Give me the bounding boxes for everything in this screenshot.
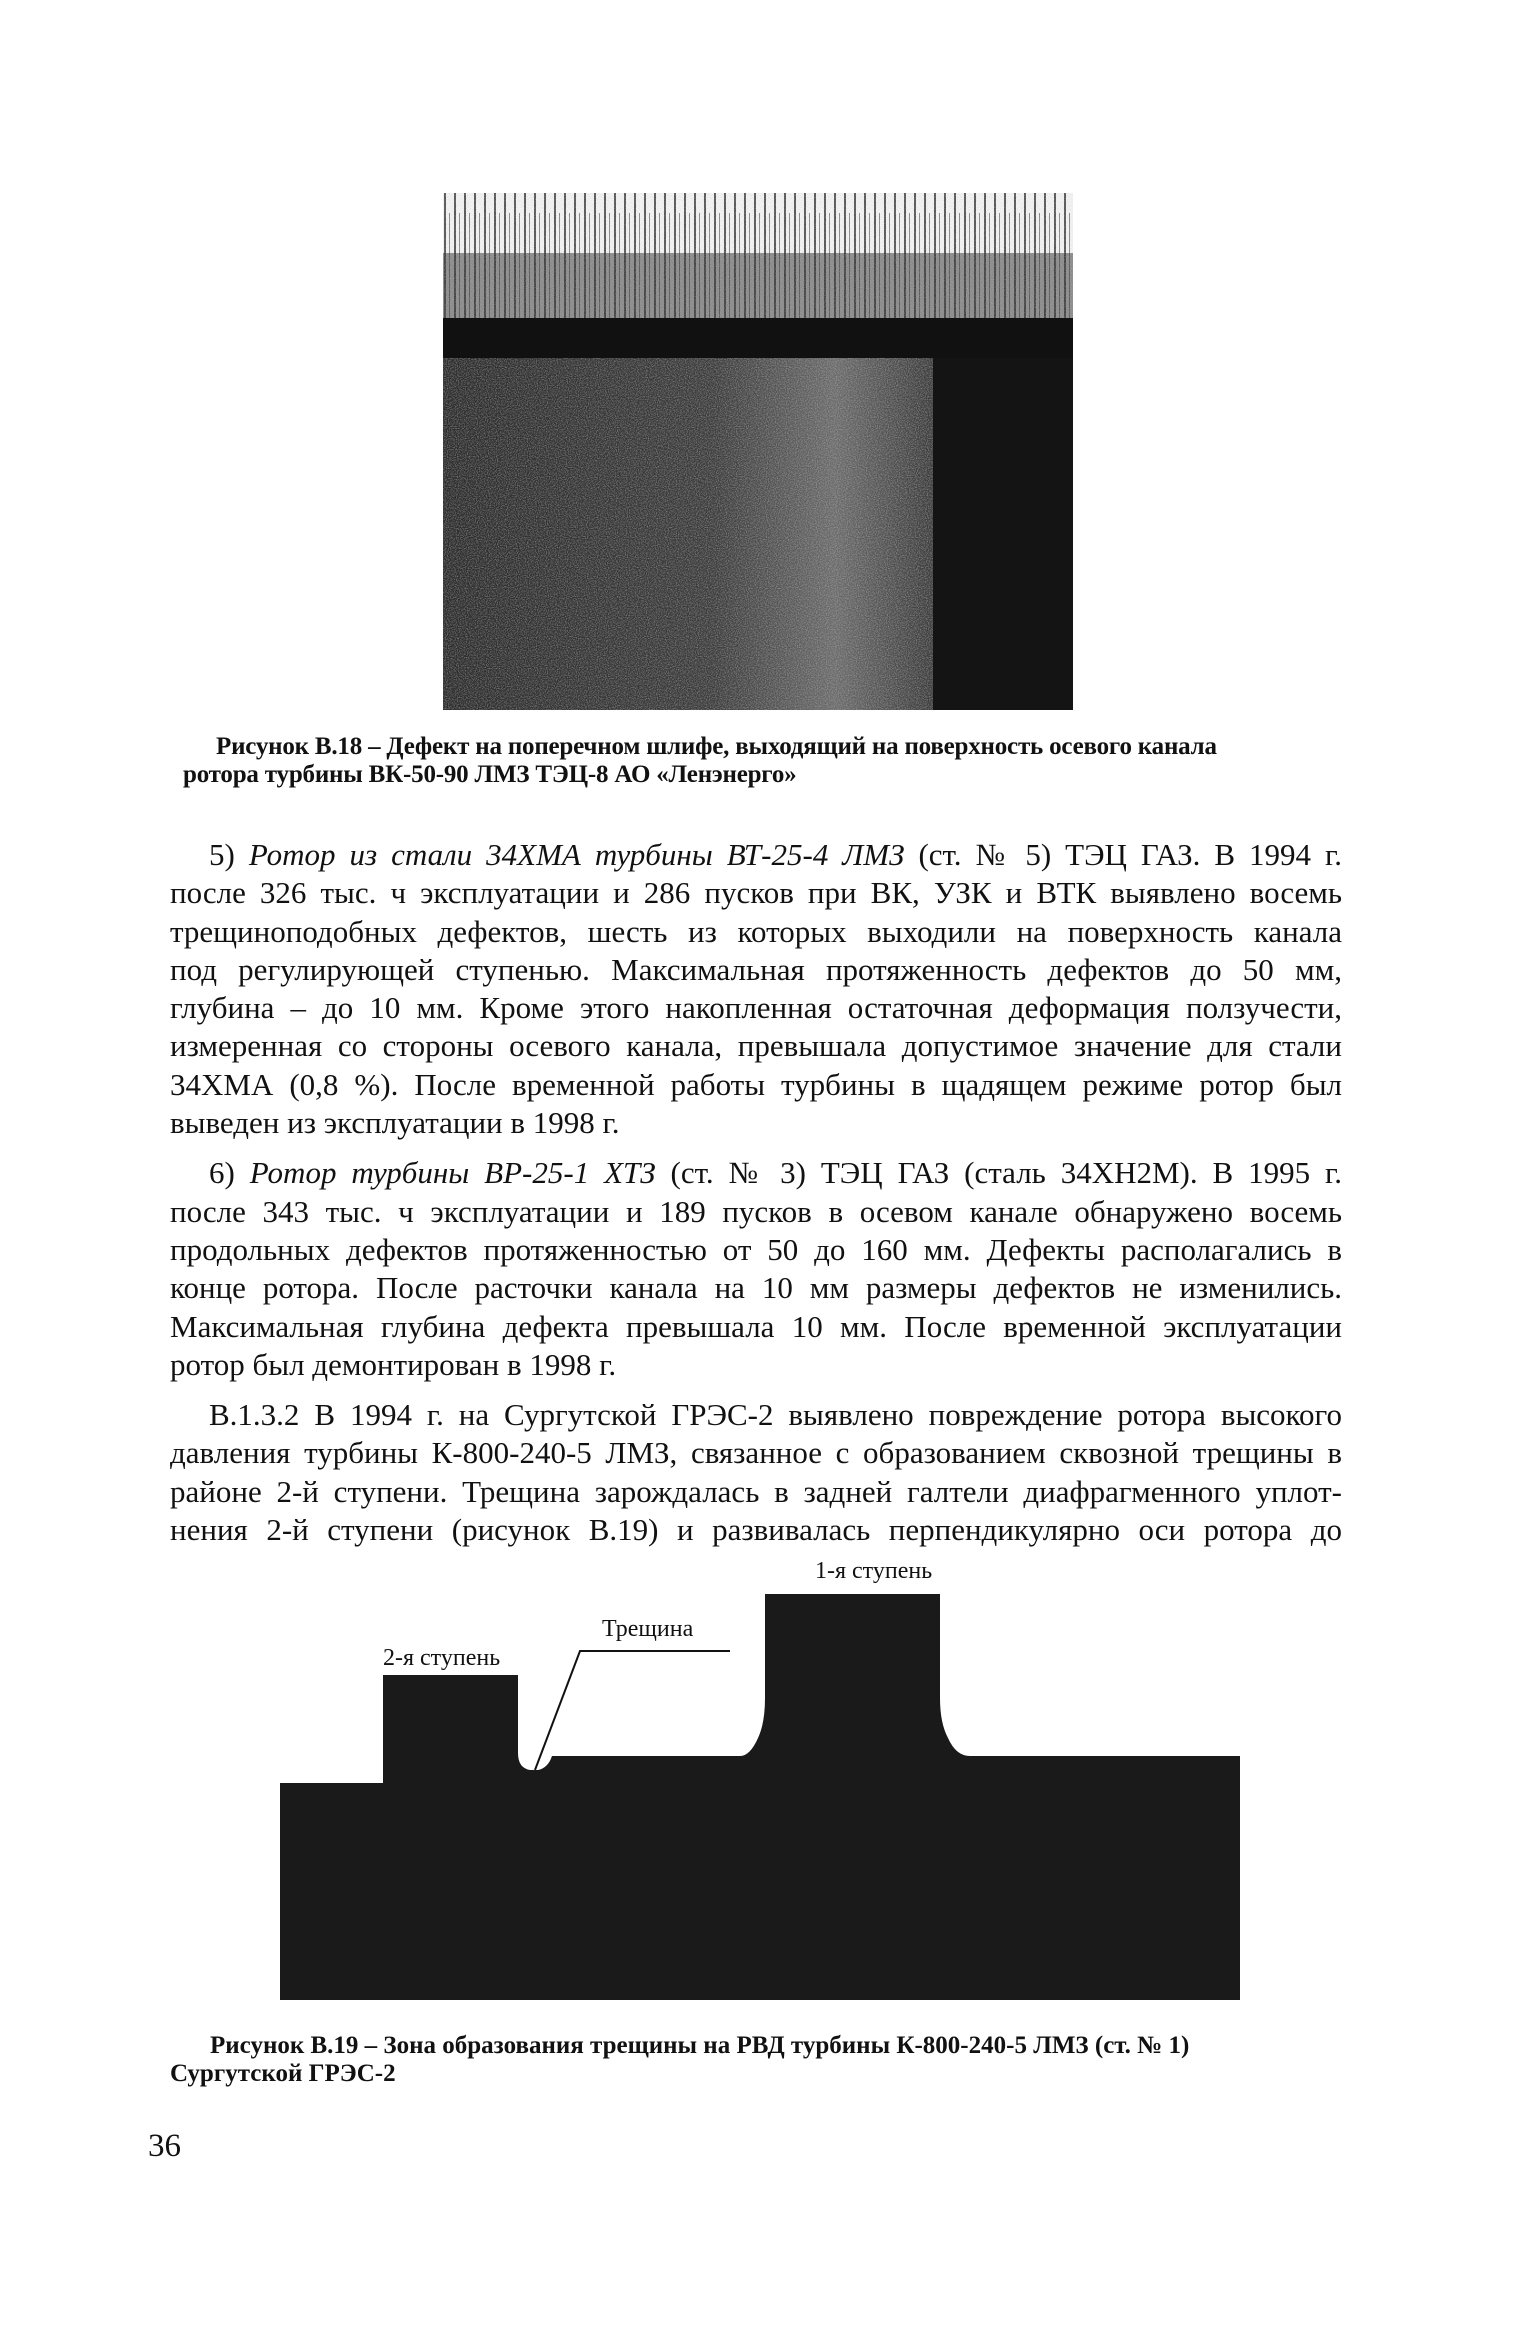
figure-b19-caption	[170, 2032, 1360, 2088]
text-line: после 343 тыс. ч эксплуатации и 189 пусков в осевом канале обнаружено восемь	[170, 1193, 1342, 1229]
text-line: выведен из эксплуатации в 1998 г.	[170, 1105, 620, 1141]
paragraph-b132	[170, 1396, 1342, 1549]
text-line: районе 2-й ступени. Трещина зарождалась в задней галтели диафрагменного уплот-	[170, 1473, 1342, 1509]
figure-b18-micrograph	[443, 193, 1073, 710]
text-line: нения 2-й ступени (рисунок В.19) и развивалась перпендикулярно оси ротора до	[170, 1512, 1342, 1548]
text-line: глубина – до 10 мм. Кроме этого накопленная остаточная деформация ползучести,	[170, 990, 1342, 1026]
text-line: измеренная со стороны осевого канала, превышала допустимое значение для стали	[170, 1028, 1342, 1064]
label-stage1: 1-я ступень	[815, 1558, 933, 1584]
text-line: ротор был демонтирован в 1998 г.	[170, 1346, 617, 1382]
text-line: 5) Ротор из стали 34ХМА турбины ВТ-25-4 ЛМЗ (ст. № 5) ТЭЦ ГАЗ. В 1994 г.	[209, 837, 1343, 872]
rotor-profile-svg	[280, 1548, 1240, 2000]
text-line: трещиноподобных дефектов, шесть из которых выходили на поверхность канала	[170, 913, 1342, 949]
figure-b18-caption-line2: ротора турбины ВК-50-90 ЛМЗ ТЭЦ-8 АО «Ленэнерго»	[183, 761, 797, 788]
text-line: после 326 тыс. ч эксплуатации и 286 пусков при ВК, УЗК и ВТК выявлено восемь	[170, 875, 1342, 911]
micrograph-image	[443, 193, 1073, 710]
crack-leader-line	[535, 1651, 730, 1770]
text-line: 34ХМА (0,8 %). После временной работы турбины в щадящем режиме ротор был	[170, 1066, 1342, 1102]
text-line: конце ротора. После расточки канала на 10 мм размеры дефектов не изменились.	[170, 1270, 1342, 1306]
figure-b19-caption-line1: Рисунок В.19 – Зона образования трещины на РВД турбины К-800-240-5 ЛМЗ (ст. № 1)	[210, 2032, 1190, 2059]
label-stage2: 2-я ступень	[383, 1645, 501, 1671]
figure-b18-caption	[183, 733, 1336, 789]
body-text	[170, 836, 1342, 1561]
figure-b18-caption-line1: Рисунок В.18 – Дефект на поперечном шлифе, выходящий на поверхность осевого канала	[216, 733, 1217, 760]
text-line: под регулирующей ступенью. Максимальная протяженность дефектов до 50 мм,	[170, 951, 1342, 987]
label-crack: Трещина	[602, 1616, 694, 1642]
paragraph-6	[170, 1154, 1342, 1384]
paragraph-5	[170, 836, 1342, 1142]
page-number: 36	[148, 2128, 181, 2164]
text-line: Максимальная глубина дефекта превышала 10 мм. После временной эксплуатации	[170, 1308, 1342, 1344]
text-line: давления турбины К-800-240-5 ЛМЗ, связанное с образованием сквозной трещины в	[170, 1435, 1342, 1471]
text-line: продольных дефектов протяженностью от 50 до 160 мм. Дефекты располагались в	[170, 1231, 1342, 1267]
text-line: В.1.3.2 В 1994 г. на Сургутской ГРЭС-2 выявлено повреждение ротора высокого	[209, 1397, 1342, 1433]
figure-b19-diagram	[280, 1548, 1240, 2000]
text-line: 6) Ротор турбины ВР-25-1 ХТЗ (ст. № 3) ТЭЦ ГАЗ (сталь 34ХН2М). В 1995 г.	[209, 1155, 1342, 1191]
figure-b19-caption-line2: Сургутской ГРЭС-2	[170, 2060, 396, 2087]
